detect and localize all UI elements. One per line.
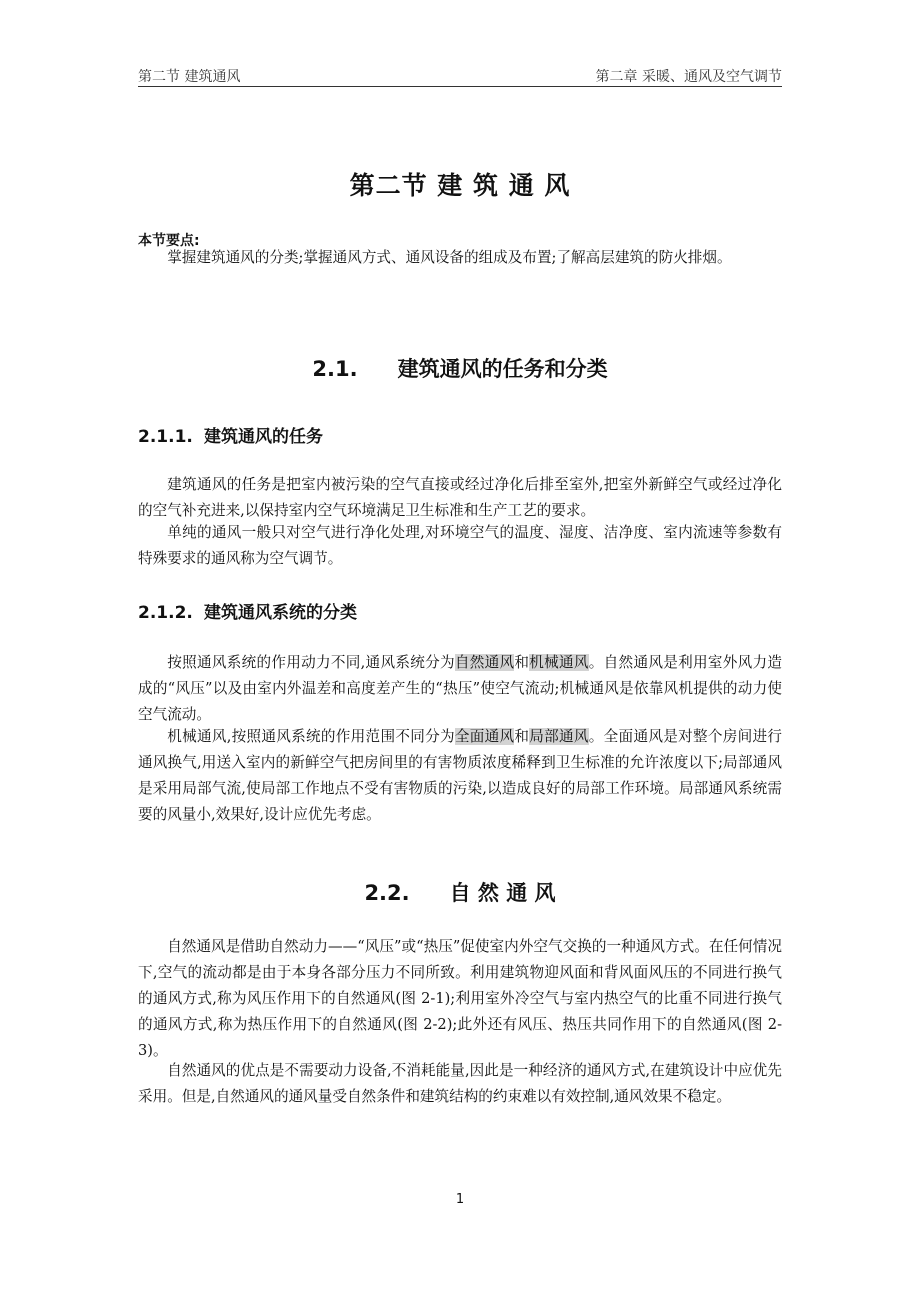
- paragraph-natural-ventilation-definition: 自然通风是借助自然动力——“风压”或“热压”促使室内外空气交换的一种通风方式。在任何情况下,空气的流动都是由于本身各部分压力不同所致。利用建筑物迎风面和背风面风压的不同进行换气的通风方式,称为风压作用下的自然通风(图 2-1);利用室外冷空气与室内热空气的比重不同进行换气的通风方式,称为热压作用下的自然通风(图 2-2);此外还有风压、热压共同作用下的自然通风(图 2-3)。: [138, 938, 782, 1059]
- section-title: 建筑通风的任务和分类: [397, 357, 608, 381]
- text-run: 机械通风,按照通风系统的作用范围不同分为: [167, 728, 455, 745]
- section-title: 自 然 通 风: [449, 881, 556, 905]
- paragraph-natural-ventilation-advantages: 自然通风的优点是不需要动力设备,不消耗能量,因此是一种经济的通风方式,在建筑设计中应优先采用。但是,自然通风的通风量受自然条件和建筑结构的约束难以有效控制,通风效果不稳定。: [138, 1062, 782, 1105]
- subsection-title: 建筑通风的任务: [204, 427, 323, 447]
- paragraph-natural-mechanical: [138, 650, 782, 728]
- subsection-heading-2-1-1: [138, 422, 323, 447]
- text-run: 。自然通风是利用室外风力造成的“风压”以及由室内外温差和高度差产生的“热压”使空气流动;机械通风是依靠风机提供的动力使空气流动。: [138, 654, 782, 723]
- section-number: 2.1.: [312, 357, 358, 381]
- section-heading-2-2: [0, 877, 920, 907]
- highlight-local-ventilation: 局部通风: [529, 728, 589, 745]
- page-number: 1: [455, 1192, 465, 1207]
- paragraph-ventilation-task: 建筑通风的任务是把室内被污染的空气直接或经过净化后排至室外,把室外新鲜空气或经过净化的空气补充进来,以保持室内空气环境满足卫生标准和生产工艺的要求。: [138, 476, 782, 519]
- text-run: 和: [514, 654, 530, 671]
- subsection-number: 2.1.1.: [138, 427, 193, 447]
- key-points-label: 本节要点:: [138, 233, 200, 249]
- highlight-mechanical-ventilation: 机械通风: [529, 654, 589, 671]
- header-chapter-name: 第二章 采暖、通风及空气调节: [595, 69, 782, 85]
- subsection-number: 2.1.2.: [138, 603, 193, 623]
- page-header: [138, 64, 782, 87]
- section-heading-2-1: [0, 353, 920, 383]
- header-section-name: 第二节 建筑通风: [138, 69, 241, 85]
- page-title: 第二节 建 筑 通 风: [349, 171, 571, 200]
- paragraph-air-conditioning-definition: 单纯的通风一般只对空气进行净化处理,对环境空气的温度、湿度、洁净度、室内流速等参数有特殊要求的通风称为空气调节。: [138, 524, 782, 567]
- key-points-text: 掌握建筑通风的分类;掌握通风方式、通风设备的组成及布置;了解高层建筑的防火排烟。: [167, 249, 732, 266]
- text-run: 按照通风系统的作用动力不同,通风系统分为: [167, 654, 455, 671]
- subsection-title: 建筑通风系统的分类: [204, 603, 357, 623]
- section-number: 2.2.: [364, 881, 410, 905]
- paragraph-general-local: [138, 724, 782, 828]
- highlight-natural-ventilation: 自然通风: [454, 654, 515, 671]
- text-run: 和: [514, 728, 530, 745]
- subsection-heading-2-1-2: [138, 598, 357, 623]
- text-run: 。全面通风是对整个房间进行通风换气,用送入室内的新鲜空气把房间里的有害物质浓度稀释到卫生标准的允许浓度以下;局部通风是采用局部气流,使局部工作地点不受有害物质的污染,以造成良好的局部工作环境。局部通风系统需要的风量小,效果好,设计应优先考虑。: [138, 728, 782, 823]
- highlight-general-ventilation: 全面通风: [454, 728, 515, 745]
